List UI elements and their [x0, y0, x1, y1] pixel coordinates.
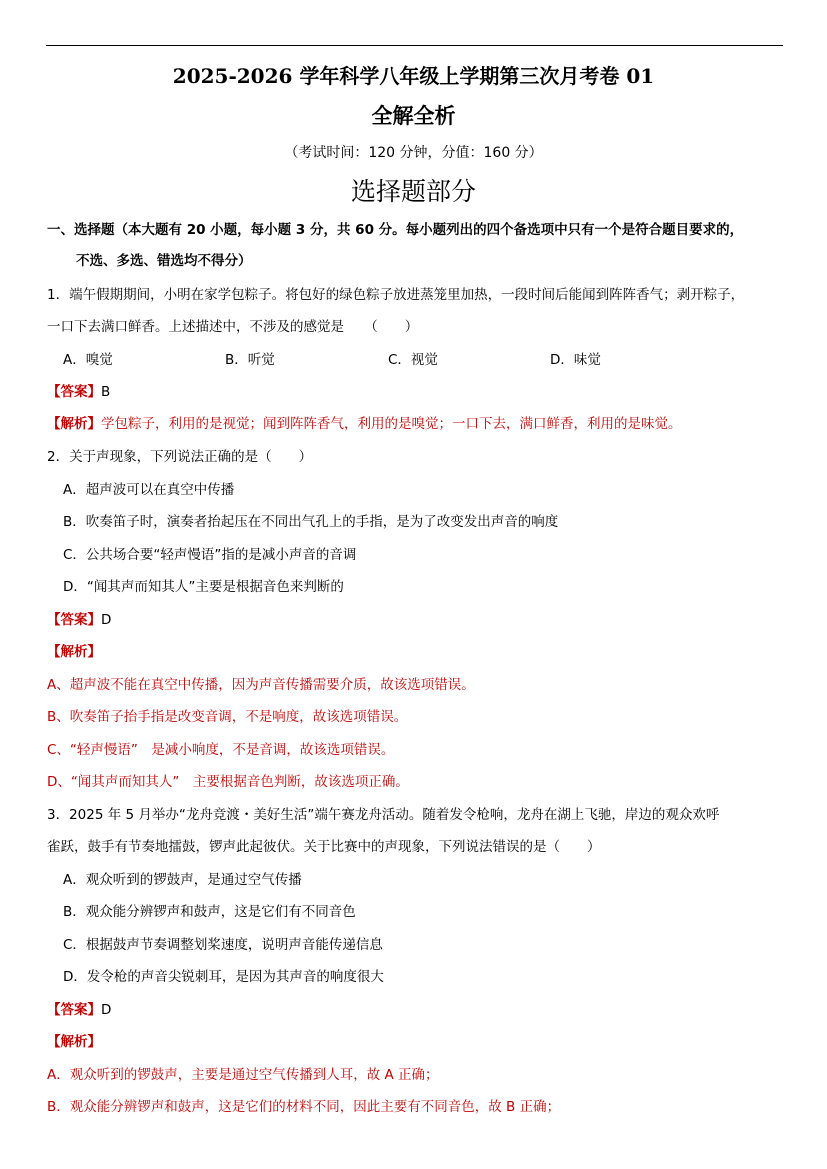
q1-answer — [47, 380, 110, 400]
instructions-line-1: 一、选择题（本大题有 20 小题，每小题 3 分，共 60 分。每小题列出的四个备选项中只有一个是符合题目要求的， — [47, 222, 744, 238]
header-rule — [46, 45, 783, 46]
exam-info: （考试时间：120 分钟，分值：160 分） — [284, 145, 543, 161]
q1-option-d: D．味觉 — [550, 352, 601, 368]
q2-analysis-a: A、超声波不能在真空中传播，因为声音传播需要介质，故该选项错误。 — [47, 677, 475, 693]
q2-analysis-tag: 【解析】 — [47, 644, 101, 660]
q3-option-d: D．发令枪的声音尖锐刺耳，是因为其声音的响度很大 — [63, 969, 384, 985]
answer-value: D — [101, 1002, 112, 1018]
answer-tag: 【答案】 — [47, 1002, 101, 1018]
q3-stem-line-2: 雀跃，鼓手有节奏地擂鼓，锣声此起彼伏。关于比赛中的声现象，下列说法错误的是（ ） — [47, 839, 601, 855]
exam-title: 2025-2026 学年科学八年级上学期第三次月考卷 01 — [172, 64, 655, 88]
analysis-text: 学包粽子，利用的是视觉；闻到阵阵香气，利用的是嗅觉；一口下去，满口鲜香，利用的是味觉。 — [101, 416, 682, 432]
q2-analysis-b: B、吹奏笛子抬手指是改变音调，不是响度，故该选项错误。 — [47, 709, 408, 725]
q2-option-a: A．超声波可以在真空中传播 — [63, 482, 235, 498]
q1-option-b: B．听觉 — [225, 352, 275, 368]
q2-answer — [47, 608, 111, 628]
q3-answer — [47, 998, 111, 1018]
q1-stem-line-1: 1．端午假期期间，小明在家学包粽子。将包好的绿色粽子放进蒸笼里加热，一段时间后能闻到阵阵香气；剥开粽子， — [47, 287, 745, 303]
analysis-tag: 【解析】 — [47, 416, 101, 432]
section-title: 选择题部分 — [350, 177, 476, 206]
q3-option-c: C．根据鼓声节奏调整划桨速度，说明声音能传递信息 — [63, 937, 383, 953]
answer-tag: 【答案】 — [47, 612, 101, 628]
instructions-line-2: 不选、多选、错选均不得分） — [76, 253, 252, 269]
q3-option-a: A．观众听到的锣鼓声，是通过空气传播 — [63, 872, 302, 888]
q3-stem-line-1: 3．2025 年 5 月举办“龙舟竞渡・美好生活”端午赛龙舟活动。随着发令枪响，龙舟在湖上飞驰，岸边的观众欢呼 — [47, 807, 720, 823]
q2-option-d: D．“闻其声而知其人”主要是根据音色来判断的 — [63, 579, 344, 595]
q3-analysis-b: B．观众能分辨锣声和鼓声，这是它们的材料不同，因此主要有不同音色，故 B 正确； — [47, 1099, 561, 1115]
answer-value: D — [101, 612, 112, 628]
q1-option-a: A．嗅觉 — [63, 352, 113, 368]
q2-analysis-c: C、“轻声慢语” 是减小响度，不是音调，故该选项错误。 — [47, 742, 395, 758]
q2-stem: 2．关于声现象，下列说法正确的是（ ） — [47, 449, 313, 465]
q3-analysis-tag: 【解析】 — [47, 1034, 101, 1050]
answer-tag: 【答案】 — [47, 384, 101, 400]
q2-option-b: B．吹奏笛子时，演奏者抬起压在不同出气孔上的手指，是为了改变发出声音的响度 — [63, 514, 559, 530]
q3-analysis-a: A．观众听到的锣鼓声，主要是通过空气传播到人耳，故 A 正确； — [47, 1067, 439, 1083]
q3-option-b: B．观众能分辨锣声和鼓声，这是它们有不同音色 — [63, 904, 356, 920]
answer-value: B — [101, 384, 111, 400]
q1-analysis — [47, 412, 682, 432]
exam-subtitle: 全解全析 — [371, 104, 456, 128]
q1-stem-line-2: 一口下去满口鲜香。上述描述中，不涉及的感觉是 （ ） — [47, 319, 419, 335]
q1-option-c: C．视觉 — [388, 352, 438, 368]
q2-option-c: C．公共场合要“轻声慢语”指的是减小声音的音调 — [63, 547, 357, 563]
q2-analysis-d: D、“闻其声而知其人” 主要根据音色判断，故该选项正确。 — [47, 774, 409, 790]
